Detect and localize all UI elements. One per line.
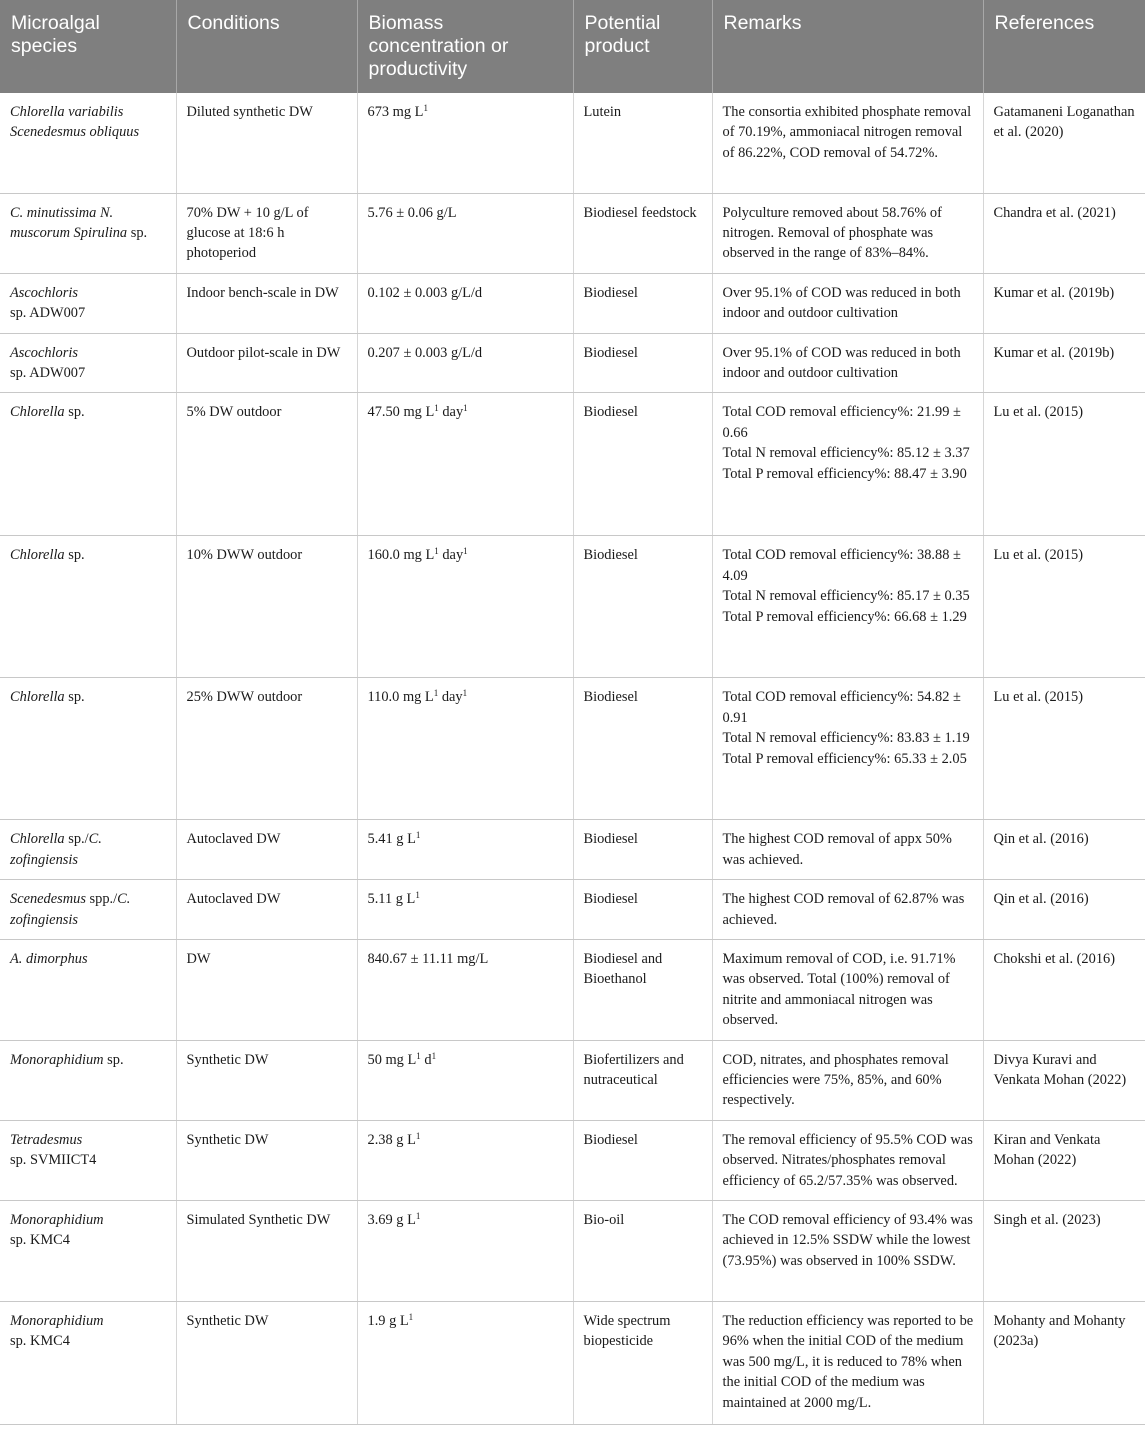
table-row — [0, 939, 1145, 1040]
biomass-text: day — [438, 689, 463, 706]
species-text: sp. — [103, 1051, 124, 1068]
cell-reference: Kiran and Venkata Mohan (2022) — [983, 1120, 1145, 1200]
species-text: Monoraphidium — [10, 1313, 104, 1330]
species-text: C. zofingiensis — [10, 891, 131, 928]
cell-conditions: Indoor bench-scale in DW — [176, 273, 357, 333]
species-text: sp. KMC4 — [10, 1232, 70, 1249]
species-text: spp./ — [85, 891, 118, 908]
biomass-text: 0.102 ± 0.003 g/L/d — [367, 284, 483, 301]
biomass-superscript: 1 — [415, 1211, 421, 1222]
cell-conditions: Outdoor pilot-scale in DW — [176, 333, 357, 393]
species-text: sp. — [127, 224, 148, 241]
biomass-text: 2.38 g L — [367, 1131, 416, 1148]
species-text: sp. SVMIICT4 — [10, 1152, 97, 1169]
biomass-text: 5.41 g L — [367, 831, 416, 848]
cell-conditions: DW — [176, 939, 357, 1040]
cell-product: Biodiesel — [573, 820, 712, 880]
table-row — [0, 820, 1145, 880]
cell-remarks: Over 95.1% of COD was reduced in both indoor and outdoor cultivation — [712, 273, 983, 333]
header-conditions: Conditions — [176, 0, 357, 93]
cell-reference: Kumar et al. (2019b) — [983, 333, 1145, 393]
table-row — [0, 93, 1145, 193]
cell-product: Biodiesel — [573, 880, 712, 940]
cell-species — [0, 193, 176, 273]
cell-conditions: Diluted synthetic DW — [176, 93, 357, 193]
biomass-text: 1.9 g L — [367, 1313, 409, 1330]
table-row — [0, 536, 1145, 678]
biomass-text: day — [438, 404, 464, 421]
species-text: C. minutissima N. muscorum Spirulina — [10, 204, 128, 241]
table-row — [0, 273, 1145, 333]
cell-species — [0, 273, 176, 333]
cell-product: Biodiesel feedstock — [573, 193, 712, 273]
cell-conditions: 5% DW outdoor — [176, 393, 357, 536]
cell-biomass — [357, 93, 573, 193]
biomass-text: 0.207 ± 0.003 g/L/d — [367, 344, 483, 361]
cell-biomass — [357, 273, 573, 333]
cell-conditions: Synthetic DW — [176, 1302, 357, 1425]
cell-conditions: Synthetic DW — [176, 1120, 357, 1200]
biomass-superscript: 1 — [415, 830, 421, 841]
biomass-text: 47.50 mg L — [367, 404, 435, 421]
table-row — [0, 393, 1145, 536]
cell-product: Biodiesel — [573, 678, 712, 820]
cell-reference: Chandra et al. (2021) — [983, 193, 1145, 273]
biomass-text: 50 mg L — [367, 1051, 417, 1068]
biomass-text: 673 mg L — [367, 104, 424, 120]
cell-product: Wide spectrum biopesticide — [573, 1302, 712, 1425]
species-text: sp. — [64, 547, 85, 564]
cell-product: Biodiesel — [573, 333, 712, 393]
cell-biomass — [357, 333, 573, 393]
biomass-superscript: 1 — [408, 1312, 414, 1323]
cell-reference: Qin et al. (2016) — [983, 820, 1145, 880]
cell-species — [0, 333, 176, 393]
species-text: Monoraphidium — [10, 1212, 104, 1229]
header-references: References — [983, 0, 1145, 93]
biomass-text: 5.11 g L — [367, 891, 416, 908]
cell-conditions: Autoclaved DW — [176, 880, 357, 940]
cell-reference: Chokshi et al. (2016) — [983, 939, 1145, 1040]
cell-biomass — [357, 880, 573, 940]
cell-species — [0, 880, 176, 940]
cell-biomass — [357, 678, 573, 820]
cell-conditions: 70% DW + 10 g/L of glucose at 18:6 h photoperiod — [176, 193, 357, 273]
cell-reference: Mohanty and Mohanty (2023a) — [983, 1302, 1145, 1425]
biomass-superscript: 1 — [434, 403, 439, 414]
table-row — [0, 1040, 1145, 1120]
cell-product: Lutein — [573, 93, 712, 193]
cell-biomass — [357, 820, 573, 880]
biomass-superscript: 1 — [462, 688, 468, 699]
cell-product: Biodiesel — [573, 536, 712, 678]
cell-reference: Singh et al. (2023) — [983, 1201, 1145, 1302]
species-text: Monoraphidium — [10, 1051, 104, 1068]
species-text: sp. KMC4 — [10, 1333, 70, 1350]
species-text: Chlorella — [10, 547, 65, 564]
cell-remarks: Maximum removal of COD, i.e. 91.71% was observed. Total (100%) removal of nitrite and ammoniacal nitrogen was observed. — [712, 939, 983, 1040]
biomass-superscript: 1 — [423, 103, 428, 113]
cell-product: Biofertilizers and nutraceutical — [573, 1040, 712, 1120]
biomass-superscript: 1 — [415, 1130, 421, 1141]
table-row — [0, 1201, 1145, 1302]
biomass-text: 5.76 ± 0.06 g/L — [367, 204, 457, 221]
species-text: Ascochloris — [10, 284, 78, 301]
cell-species — [0, 1302, 176, 1425]
biomass-text: day — [438, 547, 464, 564]
species-text: sp. — [64, 689, 85, 706]
cell-reference: Lu et al. (2015) — [983, 536, 1145, 678]
species-text: Chlorella — [10, 404, 65, 421]
cell-reference: Lu et al. (2015) — [983, 393, 1145, 536]
biomass-superscript: 1 — [433, 688, 439, 699]
cell-remarks: Total COD removal efficiency%: 38.88 ± 4.09 Total N removal efficiency%: 85.17 ± 0.35 Total P removal efficiency%: 66.68 ± 1.29 — [712, 536, 983, 678]
table-row — [0, 1120, 1145, 1200]
table-header-row — [0, 0, 1145, 93]
cell-conditions: Synthetic DW — [176, 1040, 357, 1120]
header-biomass: Biomass concentration or productivity — [357, 0, 573, 93]
species-text: Chlorella variabilis Scenedesmus obliquus — [10, 104, 140, 141]
cell-conditions: Simulated Synthetic DW — [176, 1201, 357, 1302]
header-remarks: Remarks — [712, 0, 983, 93]
cell-conditions: 25% DWW outdoor — [176, 678, 357, 820]
cell-remarks: COD, nitrates, and phosphates removal efficiencies were 75%, 85%, and 60% respectively. — [712, 1040, 983, 1120]
cell-biomass — [357, 1201, 573, 1302]
biomass-superscript: 1 — [463, 546, 468, 557]
cell-species — [0, 393, 176, 536]
table-row — [0, 193, 1145, 273]
cell-species — [0, 1201, 176, 1302]
cell-remarks: Over 95.1% of COD was reduced in both indoor and outdoor cultivation — [712, 333, 983, 393]
biomass-superscript: 1 — [416, 1050, 421, 1061]
cell-reference: Kumar et al. (2019b) — [983, 273, 1145, 333]
species-text: Chlorella — [10, 689, 65, 706]
cell-reference: Gatamaneni Loganathan et al. (2020) — [983, 93, 1145, 193]
biomass-text: 160.0 mg L — [367, 547, 435, 564]
cell-conditions: 10% DWW outdoor — [176, 536, 357, 678]
table-row — [0, 880, 1145, 940]
table-body — [0, 93, 1145, 1425]
cell-product: Biodiesel and Bioethanol — [573, 939, 712, 1040]
cell-remarks: Total COD removal efficiency%: 54.82 ± 0.91 Total N removal efficiency%: 83.83 ± 1.19 Total P removal efficiency%: 65.33 ± 2.05 — [712, 678, 983, 820]
header-species: Microalgal species — [0, 0, 176, 93]
cell-product: Biodiesel — [573, 1120, 712, 1200]
cell-product: Biodiesel — [573, 273, 712, 333]
cell-remarks: The highest COD removal of 62.87% was achieved. — [712, 880, 983, 940]
species-text: Tetradesmus — [10, 1131, 83, 1148]
cell-remarks: The removal efficiency of 95.5% COD was observed. Nitrates/phosphates removal efficiency of 65.2/57.35% was observed. — [712, 1120, 983, 1200]
table-row — [0, 1302, 1145, 1425]
species-text: A. dimorphus — [10, 950, 88, 967]
cell-conditions: Autoclaved DW — [176, 820, 357, 880]
species-text: C. zofingiensis — [10, 831, 102, 868]
cell-biomass — [357, 193, 573, 273]
cell-species — [0, 678, 176, 820]
cell-species — [0, 536, 176, 678]
cell-species — [0, 93, 176, 193]
cell-biomass — [357, 1040, 573, 1120]
species-text: Ascochloris — [10, 344, 78, 361]
biomass-text: 3.69 g L — [367, 1212, 416, 1229]
species-text: Chlorella — [10, 831, 65, 848]
species-text: Scenedesmus — [10, 891, 86, 908]
species-text: sp. — [64, 404, 85, 421]
cell-remarks: The highest COD removal of appx 50% was achieved. — [712, 820, 983, 880]
cell-species — [0, 1040, 176, 1120]
species-text: sp./ — [64, 831, 89, 848]
cell-biomass — [357, 1302, 573, 1425]
cell-species — [0, 820, 176, 880]
cell-biomass — [357, 939, 573, 1040]
table-row — [0, 678, 1145, 820]
cell-biomass — [357, 536, 573, 678]
species-text: sp. ADW007 — [10, 305, 86, 322]
biomass-superscript: 1 — [434, 546, 439, 557]
header-product: Potential product — [573, 0, 712, 93]
cell-biomass — [357, 1120, 573, 1200]
cell-remarks: Polyculture removed about 58.76% of nitrogen. Removal of phosphate was observed in the range of 83%–84%. — [712, 193, 983, 273]
cell-reference: Lu et al. (2015) — [983, 678, 1145, 820]
table-row — [0, 333, 1145, 393]
cell-remarks: Total COD removal efficiency%: 21.99 ± 0.66 Total N removal efficiency%: 85.12 ± 3.37 Total P removal efficiency%: 88.47 ± 3.90 — [712, 393, 983, 536]
biomass-text: d — [420, 1051, 432, 1068]
cell-product: Biodiesel — [573, 393, 712, 536]
cell-species — [0, 1120, 176, 1200]
biomass-superscript: 1 — [415, 890, 420, 901]
biomass-superscript: 1 — [463, 403, 468, 414]
cell-remarks: The reduction efficiency was reported to be 96% when the initial COD of the medium was 500 mg/L, it is reduced to 78% when the initial COD of the medium was maintained at 2000 mg/L. — [712, 1302, 983, 1425]
cell-species — [0, 939, 176, 1040]
species-text: sp. ADW007 — [10, 364, 86, 381]
cell-reference: Qin et al. (2016) — [983, 880, 1145, 940]
cell-product: Bio-oil — [573, 1201, 712, 1302]
biomass-text: 110.0 mg L — [367, 689, 434, 706]
cell-remarks: The consortia exhibited phosphate removal of 70.19%, ammoniacal nitrogen removal of 86.22%, COD removal of 54.72%. — [712, 93, 983, 193]
cell-reference: Divya Kuravi and Venkata Mohan (2022) — [983, 1040, 1145, 1120]
cell-biomass — [357, 393, 573, 536]
biomass-text: 840.67 ± 11.11 mg/L — [367, 950, 489, 967]
cell-remarks: The COD removal efficiency of 93.4% was achieved in 12.5% SSDW while the lowest (73.95%) was observed in 100% SSDW. — [712, 1201, 983, 1302]
biomass-superscript: 1 — [431, 1050, 437, 1061]
